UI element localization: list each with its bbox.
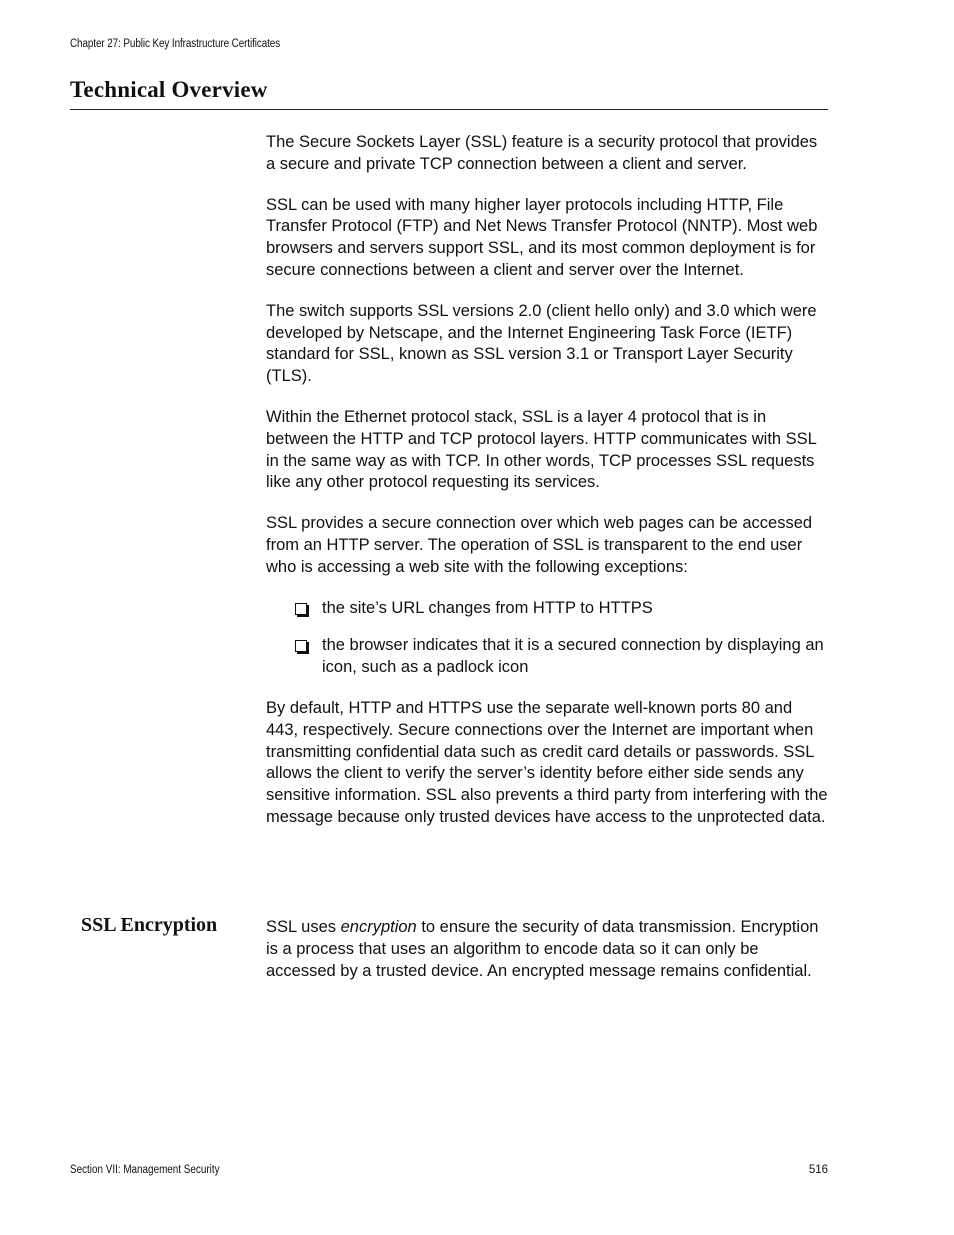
- running-header: Chapter 27: Public Key Infrastructure Certificates: [70, 38, 281, 50]
- paragraph-ssl-versions: The switch supports SSL versions 2.0 (client hello only) and 3.0 which were developed by Netscape, and the Internet Engineering Task Force (IETF) standard for SSL, known as SSL version 3.1 or Transport Layer Security (TLS).: [266, 301, 817, 386]
- ssl-encryption-body: [266, 917, 828, 982]
- body-column: [266, 132, 828, 848]
- list-item-text: the browser indicates that it is a secured connection by displaying an icon, such as a padlock icon: [322, 636, 824, 677]
- list-item: [266, 598, 828, 620]
- emphasis-encryption: encryption: [340, 918, 417, 936]
- paragraph-default-ports: By default, HTTP and HTTPS use the separate well-known ports 80 and 443, respectively. Secure connections over the Internet are important when transmitting confidential data such as credit card details or passwords. SSL allows the client to verify the server’s identity before either side sends any sensitive information. SSL also prevents a third party from interfering with the message because only trusted devices have access to the unprotected data.: [266, 698, 828, 826]
- title-rule: [70, 109, 828, 110]
- paragraph-ssl-encryption: [266, 917, 828, 982]
- paragraph-ssl-feature: The Secure Sockets Layer (SSL) feature is a security protocol that provides a secure and private TCP connection between a client and server.: [266, 133, 818, 173]
- paragraph-ssl-protocols: SSL can be used with many higher layer protocols including HTTP, File Transfer Protocol (FTP) and Net News Transfer Protocol (NNTP). Most web browsers and servers support SSL, and its most common deployment is for secure connections between a client and server over the Internet.: [266, 195, 818, 279]
- paragraph-secure-connection: SSL provides a secure connection over which web pages can be accessed from an HTTP server. The operation of SSL is transparent to the end user who is accessing a web site with the following exceptions:: [266, 514, 813, 576]
- text-segment: to ensure the security of data transmission. Encryption is a process that uses an algorithm to encode data so it can only be accessed by a trusted device. An encrypted message remains confidential.: [266, 918, 819, 980]
- running-footer: Section VII: Management Security: [70, 1164, 220, 1176]
- page-number: 516: [808, 1164, 828, 1176]
- exceptions-list: [266, 598, 828, 679]
- checkbox-icon: [295, 603, 307, 615]
- ssl-encryption-heading: SSL Encryption: [81, 914, 218, 936]
- text-segment: SSL uses: [266, 918, 341, 936]
- paragraph-protocol-stack: Within the Ethernet protocol stack, SSL is a layer 4 protocol that is in between the HTTP and TCP protocol layers. HTTP communicates with SSL in the same way as with TCP. In other words, TCP processes SSL requests like any other protocol requesting its services.: [266, 407, 817, 492]
- list-item-text: the site’s URL changes from HTTP to HTTPS: [322, 598, 653, 617]
- list-item: [266, 635, 828, 679]
- section-title: Technical Overview: [70, 77, 268, 102]
- checkbox-icon: [295, 640, 307, 652]
